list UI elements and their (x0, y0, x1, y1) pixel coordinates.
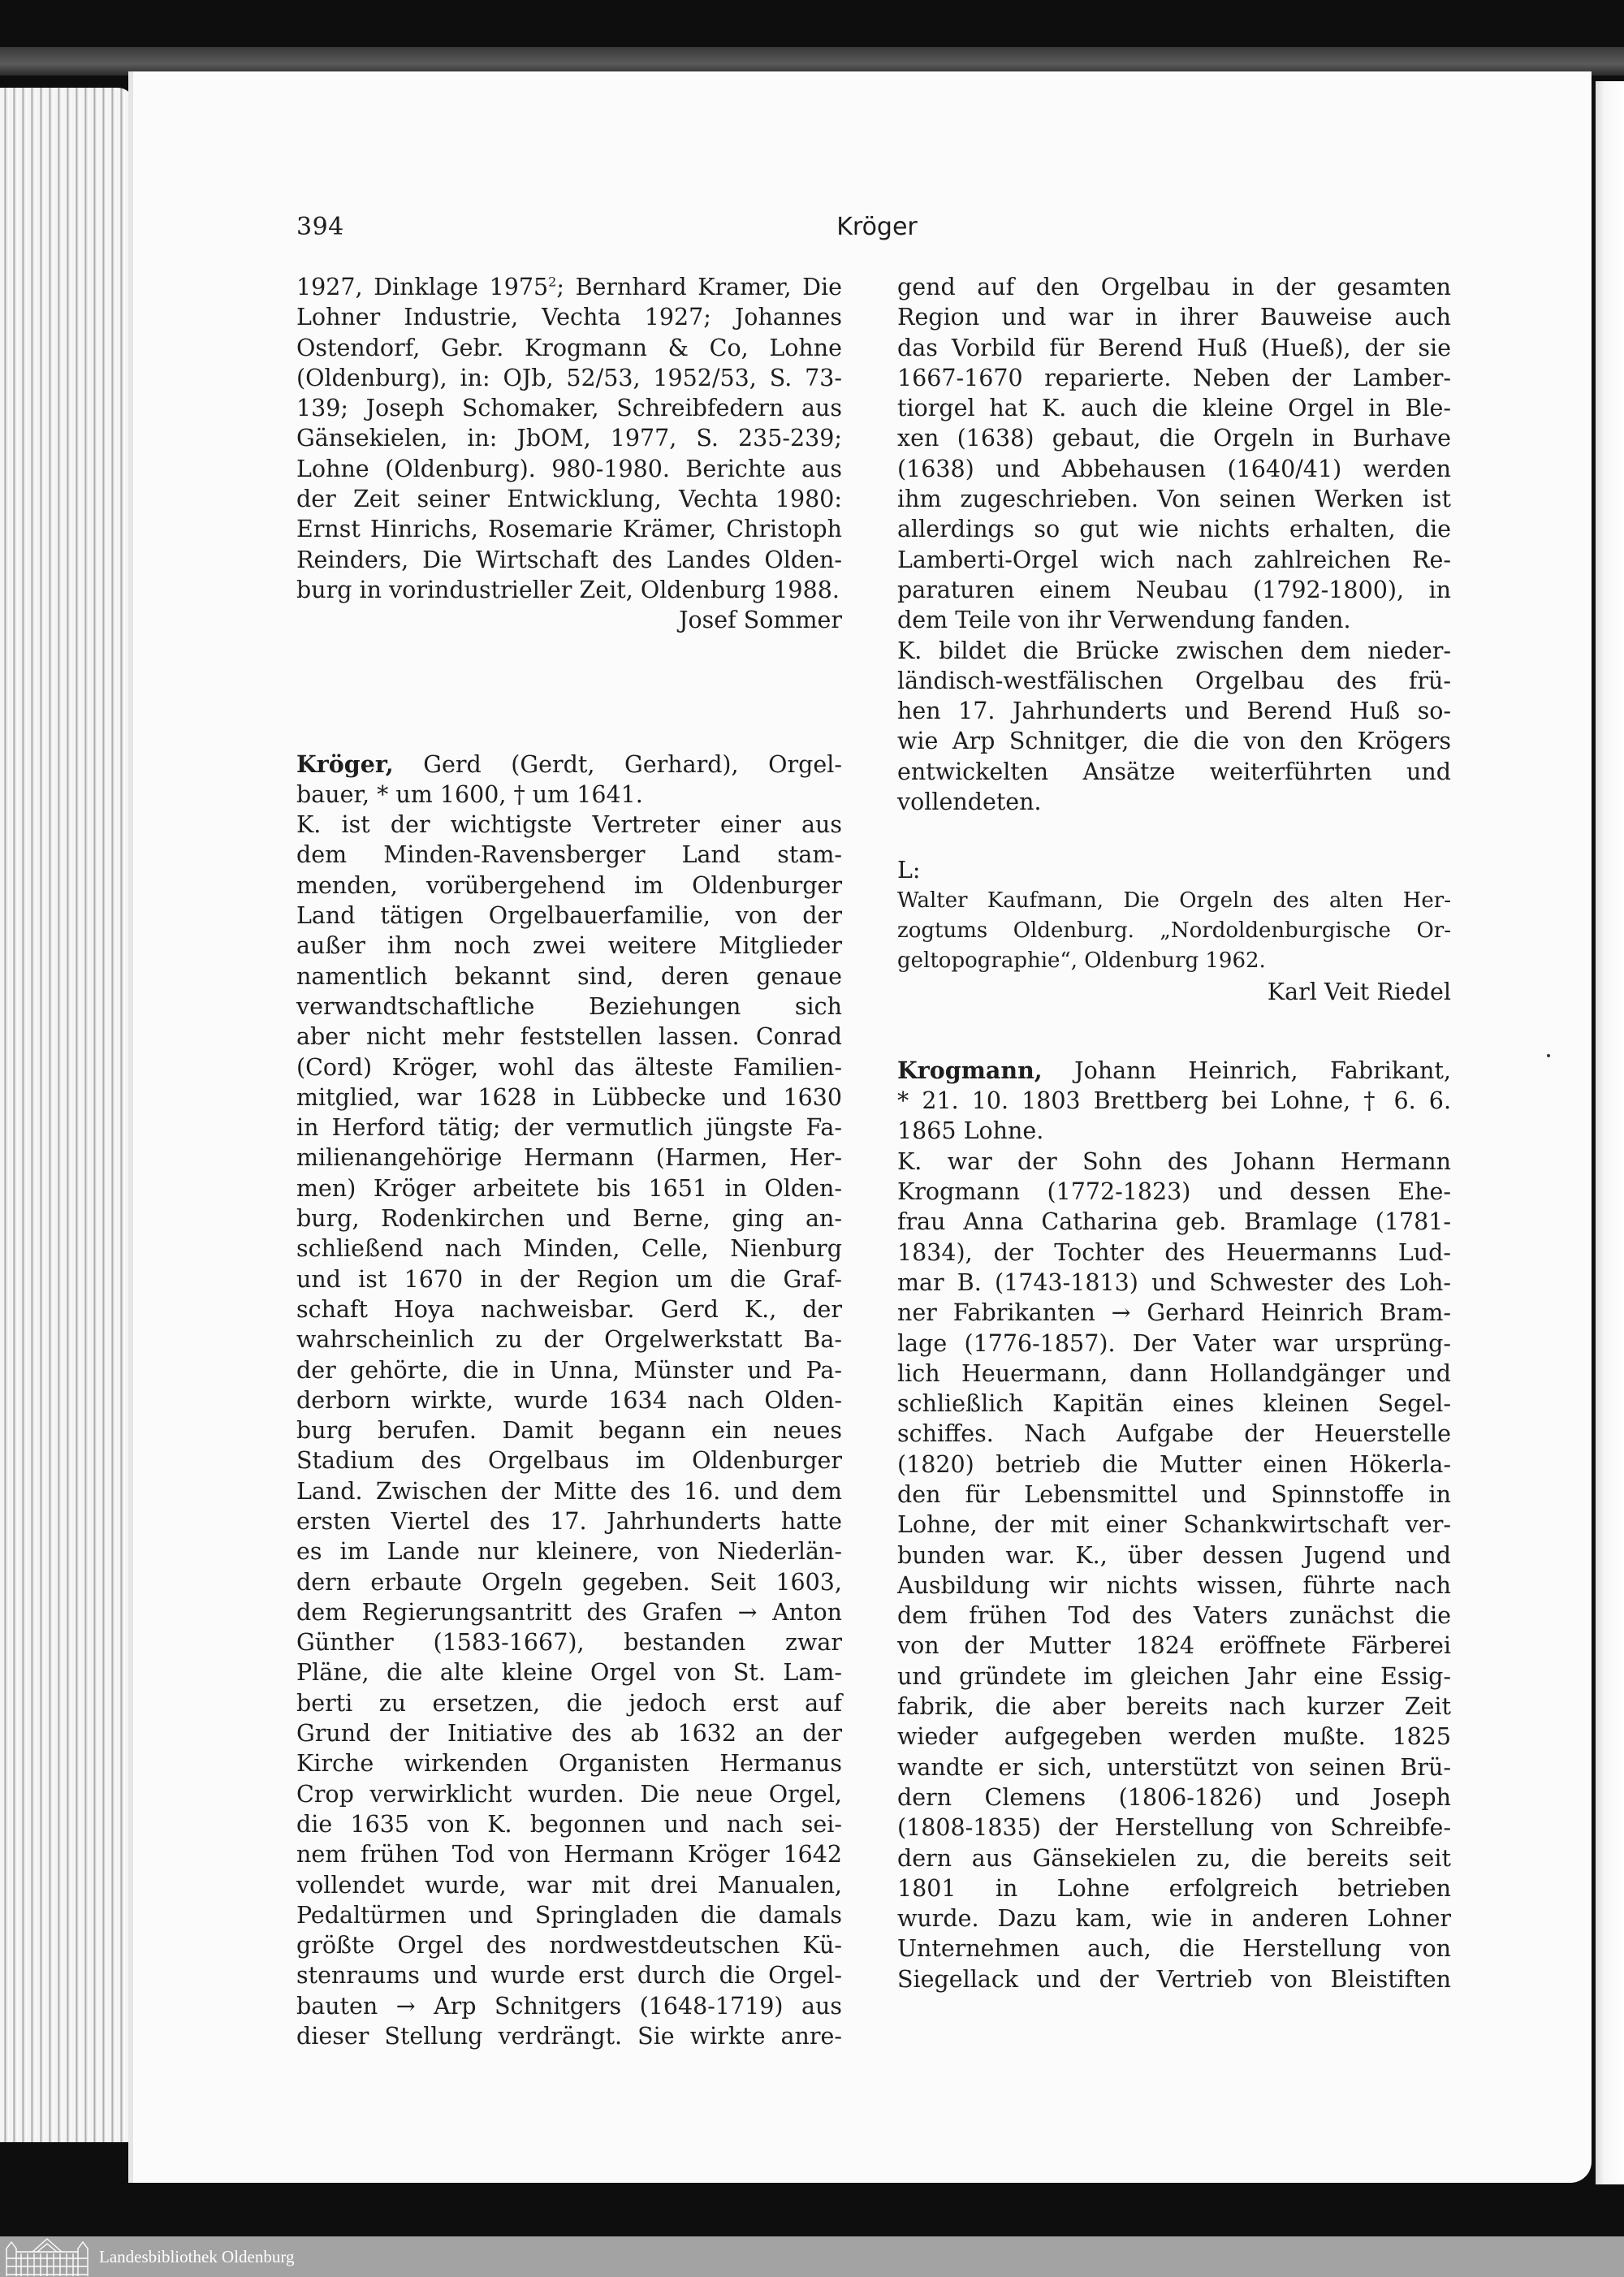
text-line: lich Heuermann, dann Hollandgänger und (897, 1359, 1451, 1387)
text-line: gend auf den Orgelbau in der gesamten (897, 274, 1451, 300)
text-line: tiorgel hat K. auch die kleine Orgel in Ble- (897, 395, 1451, 422)
text-line: schließend nach Minden, Celle, Nienburg (296, 1235, 842, 1263)
bibliography-continued (296, 272, 842, 605)
text-line: bunden war. K., über dessen Jugend und (897, 1541, 1451, 1569)
text-line: dieser Stellung verdrängt. Sie wirkte anre- (296, 2023, 842, 2050)
text-line: (1808-1835) der Herstellung von Schreibfe- (897, 1814, 1451, 1842)
entry-kroeger (296, 750, 842, 2052)
text-line: derborn wirkte, wurde 1634 nach Olden- (296, 1386, 842, 1414)
text-line: hen 17. Jahrhunderts und Berend Huß so- (897, 698, 1451, 725)
text-line: Krogmann (1772-1823) und dessen Ehe- (897, 1178, 1451, 1206)
book-page-stack (0, 88, 134, 2142)
text-line: schließlich Kapitän eines kleinen Segel- (897, 1390, 1451, 1418)
text-line: 1801 in Lohne erfolgreich betrieben (897, 1874, 1451, 1902)
text-line: vollendeten. (897, 789, 1042, 816)
literature-label: L: (897, 857, 921, 884)
entry-heading: Kröger, Gerd (Gerdt, Gerhard), Orgel- (296, 750, 842, 778)
entry-krogmann (897, 1056, 1451, 1994)
text-line: Walter Kaufmann, Die Orgeln des alten Her- (897, 888, 1451, 913)
text-line: allerdings so gut wie nichts erhalten, die (897, 516, 1451, 543)
text-line: schiffes. Nach Aufgabe der Heuerstelle (897, 1420, 1451, 1448)
running-head: Kröger (836, 213, 918, 241)
text-line: bauten → Arp Schnitgers (1648-1719) aus (296, 1992, 842, 2020)
text-line: dem Minden-Ravensberger Land stam- (296, 841, 842, 869)
entry-heading-dates: * 21. 10. 1803 Brettberg bei Lohne, † 6. 6. (897, 1087, 1451, 1115)
text-line: Ausbildung wir nichts wissen, führte nach (897, 1571, 1451, 1599)
text-line: mitglied, war 1628 in Lübbecke und 1630 (296, 1083, 842, 1111)
text-line: 1834), der Tochter des Heuermanns Lud- (897, 1238, 1451, 1266)
text-line: Gänsekielen, in: JbOM, 1977, S. 235-239; (296, 425, 842, 452)
text-line: stenraums und wurde erst durch die Orgel- (296, 1962, 842, 1990)
text-line: Ostendorf, Gebr. Krogmann & Co, Lohne (296, 334, 842, 361)
page-number: 394 (296, 213, 344, 241)
text-line: außer ihm noch zwei weitere Mitglieder (296, 932, 842, 960)
text-line: Grund der Initiative des ab 1632 an der (296, 1720, 842, 1748)
entry-body (296, 810, 842, 2051)
book-gutter (1596, 81, 1624, 2184)
text-line: das Vorbild für Berend Huß (Hueß), der sie (897, 334, 1451, 361)
text-line: Lohne (Oldenburg). 980-1980. Berichte aus (296, 455, 842, 482)
text-line: men) Kröger arbeitete bis 1651 in Olden- (296, 1174, 842, 1202)
text-line: zogtums Oldenburg. „Nordoldenburgische Or- (897, 918, 1451, 943)
text-line: dern aus Gänsekielen zu, die bereits seit (897, 1844, 1451, 1872)
text-line: milienangehörige Hermann (Harmen, Her- (296, 1144, 842, 1172)
text-line: ländisch-westfälischen Orgelbau des frü- (897, 667, 1451, 694)
text-line: xen (1638) gebaut, die Orgeln in Burhave (897, 425, 1451, 452)
text-line: dem Teile von ihr Verwendung fanden. (897, 607, 1351, 634)
right-column (897, 272, 1451, 1994)
text-line: paraturen einem Neubau (1792-1800), in (897, 576, 1451, 603)
author-signature: Karl Veit Riedel (1267, 978, 1451, 1005)
text-line: K. war der Sohn des Johann Hermann (897, 1147, 1451, 1175)
text-line: der gehörte, die in Unna, Münster und Pa- (296, 1356, 842, 1384)
text-line: Lohne, der mit einer Schankwirtschaft ver- (897, 1511, 1451, 1539)
text-line: Pedaltürmen und Springladen die damals (296, 1901, 842, 1929)
text-line: (1638) und Abbehausen (1640/41) werden (897, 455, 1451, 482)
text-line: namentlich bekannt sind, deren genaue (296, 962, 842, 990)
entry-body-continued (897, 272, 1451, 817)
entry-heading: Krogmann, Johann Heinrich, Fabrikant, (897, 1056, 1451, 1084)
text-line: dem frühen Tod des Vaters zunächst die (897, 1602, 1451, 1630)
text-line: 1927, Dinklage 1975$^2$; Bernhard Kramer, Die (296, 274, 843, 300)
entry-lemma: Kröger, (296, 750, 394, 778)
text-line: Ernst Hinrichs, Rosemarie Krämer, Christoph (296, 516, 842, 543)
text-line: vollendet wurde, war mit drei Manualen, (296, 1871, 842, 1899)
entry-lemma: Krogmann, (897, 1056, 1043, 1084)
text-line: wahrscheinlich zu der Orgelwerkstatt Ba- (296, 1326, 842, 1354)
text-line: in Herford tätig; der vermutlich jüngste Fa- (296, 1114, 842, 1142)
text-line: Unternehmen auch, die Herstellung von (897, 1935, 1451, 1963)
text-line: dern erbaute Orgeln gegeben. Seit 1603, (296, 1568, 842, 1596)
text-line: burg, Rodenkirchen und Berne, ging an- (296, 1205, 842, 1233)
text-line: Reinders, Die Wirtschaft des Landes Olden- (296, 546, 842, 573)
text-line: entwickelten Ansätze weiterführten und (897, 758, 1451, 785)
literature-list (897, 886, 1451, 977)
text-line: und ist 1670 in der Region um die Graf- (296, 1265, 842, 1293)
text-line: die 1635 von K. begonnen und nach sei- (296, 1810, 842, 1838)
entry-heading-dates: bauer, * um 1600, † um 1641. (296, 780, 643, 808)
text-line: berti zu ersetzen, die jedoch erst auf (296, 1689, 842, 1717)
text-line: den für Lebensmittel und Spinnstoffe in (897, 1480, 1451, 1508)
text-line: nem frühen Tod von Hermann Kröger 1642 (296, 1841, 842, 1869)
institution-name: Landesbibliothek Oldenburg (99, 2246, 295, 2266)
scan-speck (1547, 1054, 1550, 1057)
text-line: Land. Zwischen der Mitte des 16. und dem (296, 1477, 842, 1505)
text-line: burg in vorindustrieller Zeit, Oldenburg 1988. (296, 576, 840, 603)
text-line: größte Orgel des nordwestdeutschen Kü- (296, 1932, 842, 1959)
text-line: Stadium des Orgelbaus im Oldenburger (296, 1447, 842, 1475)
text-line: aber nicht mehr feststellen lassen. Conrad (296, 1023, 842, 1051)
text-line: burg berufen. Damit begann ein neues (296, 1417, 842, 1445)
text-line: lage (1776-1857). Der Vater war ursprüng- (897, 1329, 1451, 1357)
text-line: von der Mutter 1824 eröffnete Färberei (897, 1632, 1451, 1660)
text-line: schaft Hoya nachweisbar. Gerd K., der (296, 1295, 842, 1323)
text-line: ner Fabrikanten → Gerhard Heinrich Bram- (897, 1299, 1451, 1327)
author-signature: Josef Sommer (679, 607, 842, 634)
text-line: dem Regierungsantritt des Grafen → Anton (296, 1598, 842, 1626)
text-line: es im Lande nur kleinere, von Niederlän- (296, 1538, 842, 1566)
text-line: wie Arp Schnitger, die die von den Krögers (897, 728, 1451, 755)
text-line: frau Anna Catharina geb. Bramlage (1781- (897, 1208, 1451, 1236)
text-line: wieder aufgegeben werden mußte. 1825 (897, 1723, 1451, 1751)
text-line: Region und war in ihrer Bauweise auch (897, 304, 1451, 331)
text-line: ersten Viertel des 17. Jahrhunderts hatte (296, 1507, 842, 1535)
text-line: Kirche wirkenden Organisten Hermanus (296, 1750, 842, 1778)
entry-body (897, 1147, 1451, 1994)
text-line: Pläne, die alte kleine Orgel von St. Lam- (296, 1659, 842, 1687)
text-line: ihm zugeschrieben. Von seinen Werken ist (897, 486, 1451, 513)
text-line: Siegellack und der Vertrieb von Bleistiften (897, 1965, 1451, 1993)
text-line: menden, vorübergehend im Oldenburger (296, 871, 842, 899)
text-line: (Cord) Kröger, wohl das älteste Familien- (296, 1053, 842, 1081)
text-line: Lamberti-Orgel wich nach zahlreichen Re- (897, 546, 1451, 573)
text-line: Crop verwirklicht wurden. Die neue Orgel, (296, 1780, 842, 1808)
text-line: (Oldenburg), in: OJb, 52/53, 1952/53, S. 73- (296, 364, 842, 391)
left-column (296, 272, 842, 2051)
text-line: 139; Joseph Schomaker, Schreibfedern aus (296, 395, 842, 422)
text-line: Land tätigen Orgelbauerfamilie, von der (296, 902, 842, 930)
entry-heading-place: 1865 Lohne. (897, 1117, 1044, 1145)
text-line: wandte er sich, unterstützt von seinen Brü- (897, 1753, 1451, 1781)
text-line: der Zeit seiner Entwicklung, Vechta 1980: (296, 486, 842, 513)
text-line: wurde. Dazu kam, wie in anderen Lohner (897, 1905, 1451, 1933)
text-line: Günther (1583-1667), bestanden zwar (296, 1629, 842, 1657)
text-line: dern Clemens (1806-1826) und Joseph (897, 1783, 1451, 1811)
text-line: Lohner Industrie, Vechta 1927; Johannes (296, 304, 842, 331)
footer-bar (0, 2236, 1624, 2277)
text-line: und gründete im gleichen Jahr eine Essig- (897, 1662, 1451, 1690)
text-line: K. ist der wichtigste Vertreter einer aus (296, 811, 842, 839)
text-line: mar B. (1743-1813) und Schwester des Loh- (897, 1268, 1451, 1296)
text-line: (1820) betrieb die Mutter einen Hökerla- (897, 1450, 1451, 1478)
text-line: geltopographie“, Oldenburg 1962. (897, 948, 1266, 974)
text-line: K. bildet die Brücke zwischen dem nieder- (897, 637, 1451, 664)
text-line: 1667-1670 reparierte. Neben der Lamber- (897, 364, 1451, 391)
text-line: verwandtschaftliche Beziehungen sich (296, 992, 842, 1020)
text-line: fabrik, die aber bereits nach kurzer Zeit (897, 1693, 1451, 1721)
library-building-icon (5, 2237, 89, 2276)
